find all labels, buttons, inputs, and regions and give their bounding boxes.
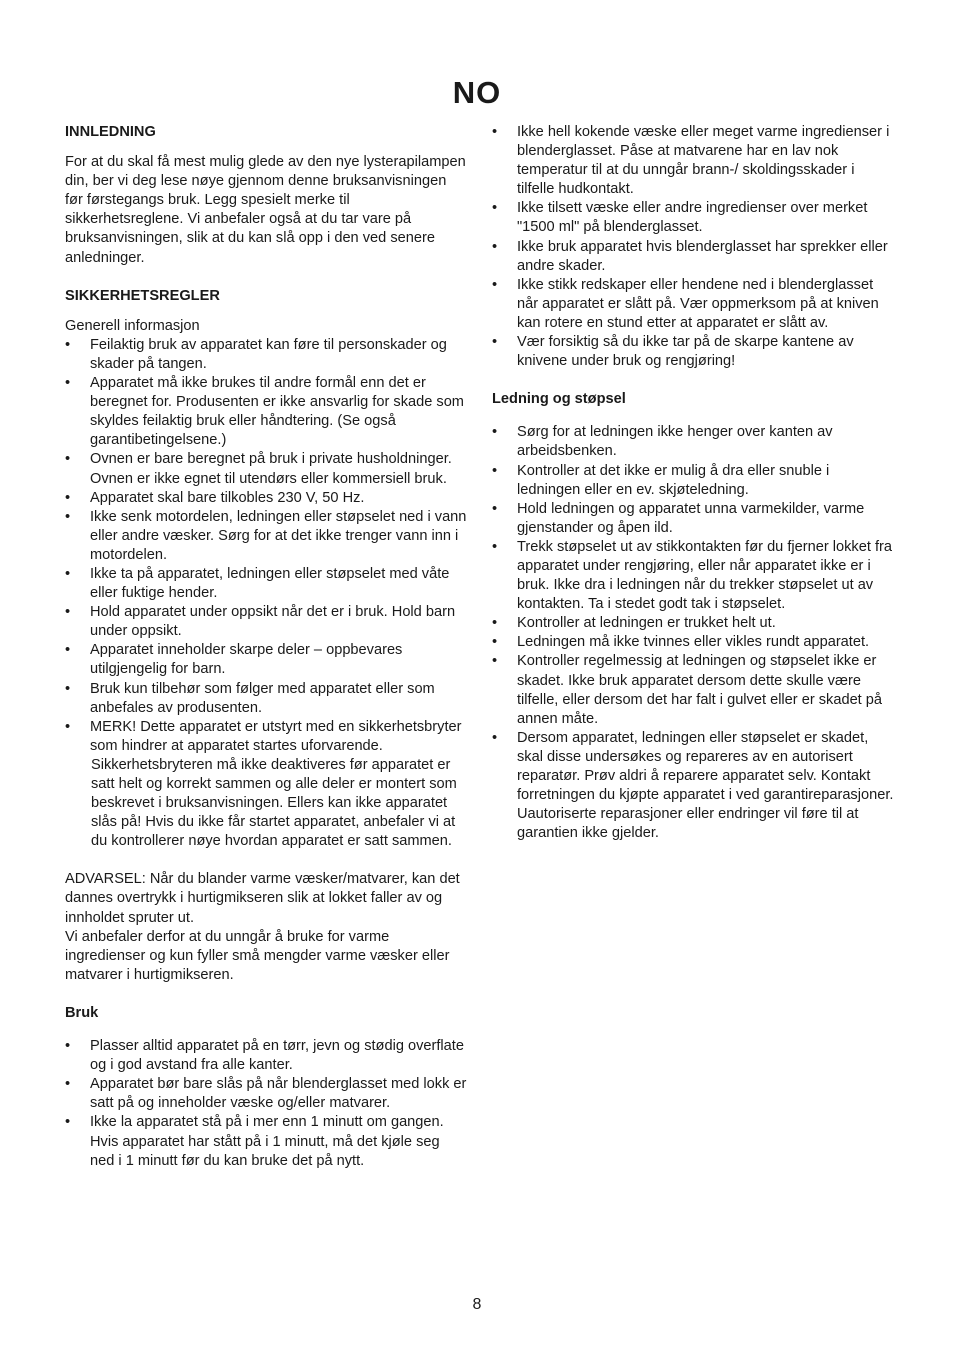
list-item: • Ikke senk motordelen, ledningen eller støpselet ned i vann eller andre væsker. Sørg for at det ikke trenger vann inn i motordelen. bbox=[65, 508, 467, 565]
list-item: • Ledningen må ikke tvinnes eller vikles rundt apparatet. bbox=[492, 633, 894, 652]
list-item: • Dersom apparatet, ledningen eller støpselet er skadet, skal disse undersøkes og repareres av en autorisert reparatør. Prøv aldri å reparere apparatet selv. Kontakt forretningen du kjøpte apparatet i ved garantireparasjoner. Uautoriserte reparasjoner eller endringer vil føre til at garantien ikke gjelder. bbox=[492, 729, 894, 844]
list-item: • MERK! Dette apparatet er utstyrt med en sikkerhetsbryter som hindrer at apparatet startes uforvarende. bbox=[65, 718, 467, 756]
right-column bbox=[492, 123, 894, 843]
list-item: • Apparatet må ikke brukes til andre formål enn det er beregnet for. Produsenten er ikke ansvarlig for skade som skyldes feilaktig bruk eller håndtering. (Se også garantibetingelsene.) bbox=[65, 374, 467, 450]
safety-subheading: Generell informasjon bbox=[65, 317, 200, 334]
list-item: • Ikke ta på apparatet, ledningen eller støpselet med våte eller fuktige hender. bbox=[65, 565, 467, 603]
list-item: • Vær forsiktig så du ikke tar på de skarpe kantene av knivene under bruk og rengjøring! bbox=[492, 333, 894, 371]
list-item: • Feilaktig bruk av apparatet kan føre til personskader og skader på tangen. bbox=[65, 336, 467, 374]
safety-note: Sikkerhetsbryteren må ikke deaktiveres før apparatet er satt helt og korrekt sammen og alle deler er montert som beskrevet i bruksanvisningen. Ellers kan ikke apparatet slås på! Hvis du ikke får startet apparatet, anbefaler vi at du kontrollerer nøye hvordan apparatet er satt sammen. bbox=[91, 756, 457, 850]
use-list-continued bbox=[492, 123, 894, 371]
list-item: • Hold apparatet under oppsikt når det er i bruk. Hold barn under oppsikt. bbox=[65, 603, 467, 641]
language-code-title: NO bbox=[452, 75, 502, 110]
list-item: • Ikke hell kokende væske eller meget varme ingredienser i blenderglasset. Påse at matvarene har en lav nok temperatur til at du unngår brann-/ skoldingsskader i tilfelle hudkontakt. bbox=[492, 123, 894, 199]
list-item: • Bruk kun tilbehør som følger med apparatet eller som anbefales av produsenten. bbox=[65, 680, 467, 718]
list-item: • Hold ledningen og apparatet unna varmekilder, varme gjenstander og åpen ild. bbox=[492, 500, 894, 538]
use-heading: Bruk bbox=[65, 1004, 99, 1021]
list-item: • Sørg for at ledningen ikke henger over kanten av arbeidsbenken. bbox=[492, 423, 894, 461]
list-item: • Apparatet inneholder skarpe deler – oppbevares utilgjengelig for barn. bbox=[65, 641, 467, 679]
list-item: • Ovnen er bare beregnet på bruk i private husholdninger. Ovnen er ikke egnet til utendørs eller kommersiell bruk. bbox=[65, 450, 467, 488]
list-item: • Ikke stikk redskaper eller hendene ned i blenderglasset når apparatet er slått på. Vær oppmerksom på at kniven kan rotere en stund etter at apparatet er slått av. bbox=[492, 276, 894, 333]
list-item: • Trekk støpselet ut av stikkontakten før du fjerner lokket fra apparatet under rengjøring, eller når apparatet ikke er i bruk. Ikke dra i ledningen når du trekker støpselet ut av kontakten. Ta i stedet godt tak i støpselet. bbox=[492, 538, 894, 614]
cord-list bbox=[492, 423, 894, 843]
use-list bbox=[65, 1037, 467, 1171]
list-item: • Apparatet skal bare tilkobles 230 V, 50 Hz. bbox=[65, 489, 467, 508]
warning-paragraph: ADVARSEL: Når du blander varme væsker/matvarer, kan det dannes overtrykk i hurtigmikseren slik at lokket faller av og innholdet spruter ut. bbox=[65, 871, 460, 926]
list-item: • Ikke bruk apparatet hvis blenderglasset har sprekker eller andre skader. bbox=[492, 238, 894, 276]
list-item: • Kontroller at ledningen er trukket helt ut. bbox=[492, 614, 894, 633]
list-item: • Ikke tilsett væske eller andre ingredienser over merket "1500 ml" på blenderglasset. bbox=[492, 199, 894, 237]
list-item: • Apparatet bør bare slås på når blenderglasset med lokk er satt på og inneholder væske og/eller matvarer. bbox=[65, 1075, 467, 1113]
intro-paragraph: For at du skal få mest mulig glede av den nye lysterapilampen din, ber vi deg lese nøye gjennom denne bruksanvisningen før førstegangs bruk. Legg spesielt merke til sikkerhetsreglene. Vi anbefaler også at du tar vare på bruksanvisningen, slik at du kan slå opp i den ved senere anledninger. bbox=[65, 154, 466, 266]
safety-list bbox=[65, 336, 467, 756]
list-item: • Plasser alltid apparatet på en tørr, jevn og stødig overflate og i god avstand fra alle kanter. bbox=[65, 1037, 467, 1075]
list-item: • Kontroller at det ikke er mulig å dra eller snuble i ledningen eller en ev. skjøteledning. bbox=[492, 462, 894, 500]
cord-heading: Ledning og støpsel bbox=[492, 391, 626, 408]
safety-heading: SIKKERHETSREGLER bbox=[65, 287, 220, 304]
intro-heading: INNLEDNING bbox=[65, 124, 156, 140]
list-item: • Ikke la apparatet stå på i mer enn 1 minutt om gangen. Hvis apparatet har stått på i 1 minutt, må det kjøle seg ned i 1 minutt før du kan bruke det på nytt. bbox=[65, 1113, 467, 1170]
warning-paragraph-2: Vi anbefaler derfor at du unngår å bruke for varme ingredienser og kun fyller små mengder varme væsker eller matvarer i hurtigmikseren. bbox=[65, 928, 450, 983]
page-number: 8 bbox=[472, 1296, 482, 1313]
list-item: • Kontroller regelmessig at ledningen og støpselet ikke er skadet. Ikke bruk apparatet dersom dette skulle være tilfelle, eller dersom det har falt i gulvet eller er skadet på annen måte. bbox=[492, 652, 894, 728]
left-column bbox=[65, 123, 467, 1171]
